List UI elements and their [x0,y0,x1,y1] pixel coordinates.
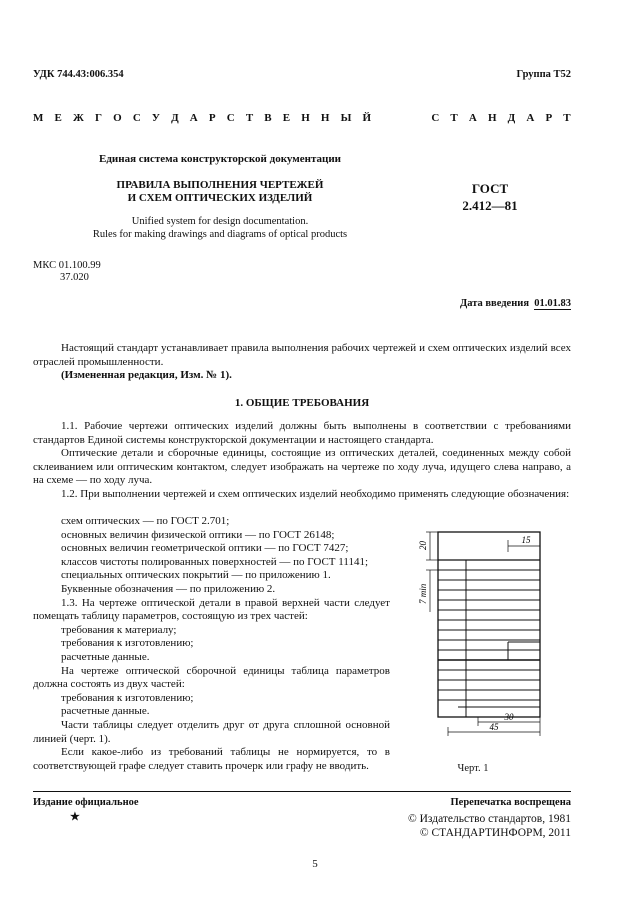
interstate-letter: Е [54,112,62,124]
interstate-letter: У [151,112,160,124]
effective-date-label: Дата введения [460,298,529,309]
footer-rule [33,791,571,792]
edition-note: (Измененная редакция, Изм. № 1). [61,369,232,382]
dimension-20-label: 20 [418,541,428,550]
gost-label: ГОСТ [471,181,509,196]
interstate-letter: С [226,112,235,124]
copyright-1: © Издательство стандартов, 1981 [407,813,571,825]
interstate-letter: Ж [72,112,84,124]
document-title-line-1: ПРАВИЛА ВЫПОЛНЕНИЯ ЧЕРТЕЖЕЙ [116,179,324,191]
figure-parameter-table [408,522,553,752]
gost-number: 2.412—81 [462,198,518,213]
assembly-paragraph: На чертеже оптической сборочной единицы таблица параметров должна состоять из двух частей: [33,664,390,691]
section-1-text [33,420,571,502]
reprint-prohibited: Перепечатка воспрещена [450,797,571,808]
dimension-45-label: 45 [489,722,499,732]
standard-letter: Т [563,112,571,124]
copyright-2: © СТАНДАРТИНФОРМ, 2011 [419,827,571,839]
english-title-line-2: Rules for making drawings and diagrams of optical products [92,229,348,240]
official-edition: Издание официальное [33,797,139,808]
interstate-letter: М [33,112,44,124]
mks-code-2: 37.020 [60,272,89,283]
dimension-15-label: 15 [521,535,531,545]
standard-letter: Н [487,112,497,124]
standard-letter: Д [507,112,516,124]
interstate-letter: В [264,112,272,124]
udk-code: УДК 744.43:006.354 [33,69,124,80]
dimension-30-label: 30 [504,712,514,722]
part-list-item: расчетные данные. [61,650,150,663]
standard-letter: А [526,112,535,124]
interstate-letter: Н [320,112,330,124]
separation-paragraph: Части таблицы следует отделить друг от друга сплошной основной линией (черт. 1). [33,718,390,745]
section-1-narrow-column [33,515,390,773]
paragraph-1-2: 1.2. При выполнении чертежей и схем оптических изделий необходимо применять следующие обозначения: [61,487,570,500]
figure-caption: Черт. 1 [457,763,489,774]
paragraph-1-1: 1.1. Рабочие чертежи оптических изделий должны быть выполнены в соответствии с требованиями стандартов Единой системы конструкторской документации и настоящего стандарта. [33,420,571,446]
interstate-letter: Т [245,112,254,124]
mks-code-1: МКС 01.100.99 [33,260,101,271]
interstate-standard-banner [33,112,571,124]
part-list-item: требования к изготовлению; [61,637,194,650]
notation-list-item: основных величин геометрической оптики — по ГОСТ 7427; [61,542,349,555]
interstate-letter: Ы [340,112,352,124]
standard-letter: А [468,112,477,124]
effective-date [460,298,571,311]
standard-letter: Т [450,112,458,124]
dimension-7min-label: 7 min [418,583,428,604]
dash-paragraph: Если какое-либо из требований таблицы не нормируется, то в соответствующей графе следует ставить прочерк или графу не вводить. [33,746,390,772]
section-heading: 1. ОБЩИЕ ТРЕБОВАНИЯ [234,397,370,409]
letter-notation: Буквенные обозначения — по приложению 2. [61,582,276,595]
notation-list-item: основных величин физической оптики — по ГОСТ 26148; [61,528,335,541]
paragraph-1-3: 1.3. На чертеже оптической детали в правой верхней части следует помещать таблицу параметров, состоящую из трех частей: [33,596,390,623]
interstate-letter: С [132,112,141,124]
assembly-list-item: требования к изготовлению; [61,691,194,704]
part-list-item: требования к материалу; [61,623,177,636]
document-title-line-2: И СХЕМ ОПТИЧЕСКИХ ИЗДЕЛИЙ [127,192,313,204]
interstate-letter: А [189,112,198,124]
interstate-letter: О [113,112,122,124]
intro-section [33,342,571,383]
standard-letter: С [431,112,440,124]
notation-list-item: схем оптических — по ГОСТ 2.701; [61,515,230,527]
english-title-line-1: Unified system for design documentation. [131,216,309,227]
notation-list-item: классов чистоты полированных поверхностей — по ГОСТ 11141; [61,555,369,568]
page-number: 5 [312,858,318,870]
interstate-letter: Н [301,112,310,124]
interstate-letter: Р [208,112,216,124]
effective-date-value: 01.01.83 [534,298,571,309]
standard-letter: Р [545,112,553,124]
system-name: Единая система конструкторской документации [99,153,341,165]
interstate-letter: Г [95,112,102,124]
notation-list-item: специальных оптических покрытий — по приложению 1. [61,569,331,582]
intro-paragraph: Настоящий стандарт устанавливает правила выполнения рабочих чертежей и схем оптических изделий всех отраслей промышленности. [33,342,571,368]
interstate-letter: Е [282,112,291,124]
assembly-list-item: расчетные данные. [61,705,150,718]
paragraph-1-1b: Оптические детали и сборочные единицы, состоящие из оптических деталей, соединенных между собой склеиванием или оптическим контактом, следует изображать на чертеже по ходу луча, идущего слева направо, а на схеме — по ходу луча. [33,447,571,487]
interstate-letter: Д [171,112,179,124]
interstate-letter: Й [362,112,372,124]
star-icon: ★ [70,811,80,823]
group-code: Группа Т52 [516,69,571,80]
